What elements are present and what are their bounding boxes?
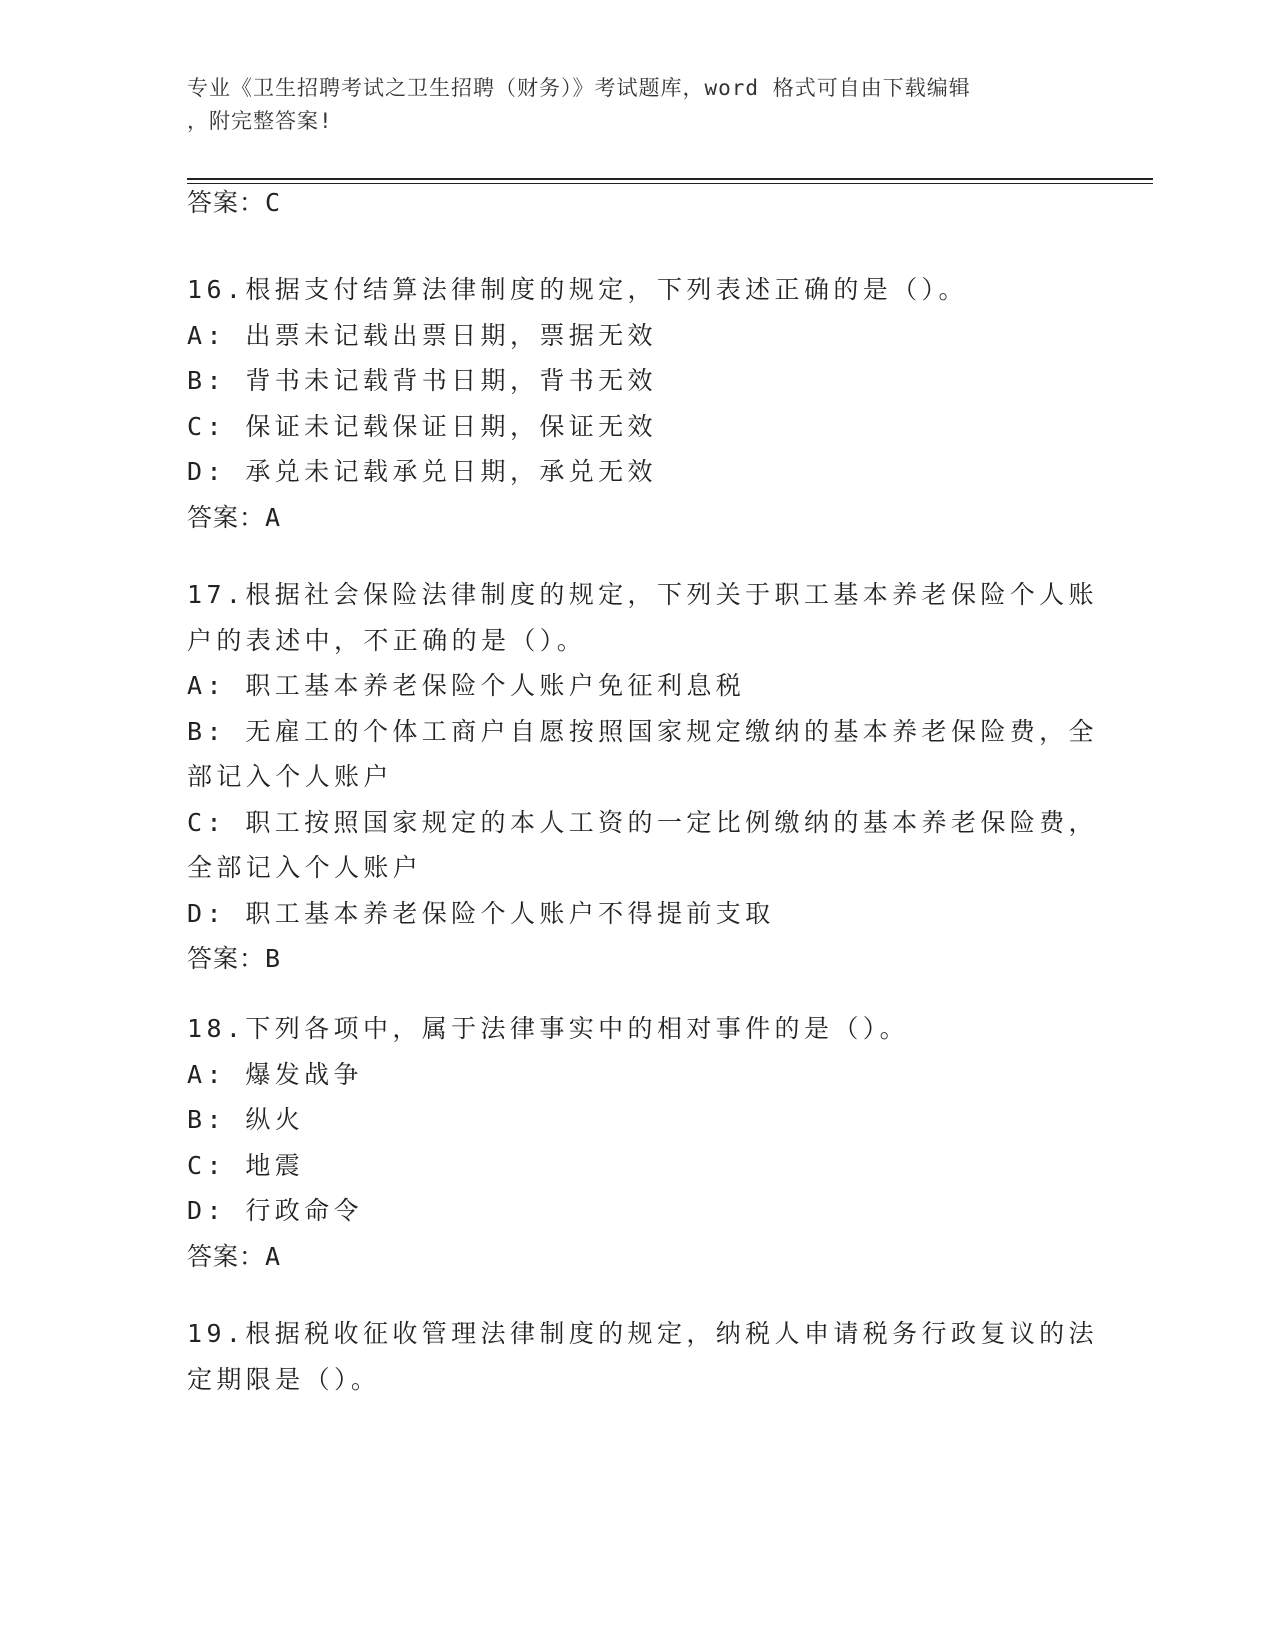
option-b: B: 无雇工的个体工商户自愿按照国家规定缴纳的基本养老保险费，全 bbox=[187, 716, 1098, 746]
answer-value: C bbox=[265, 188, 282, 217]
question-stem: 18.下列各项中，属于法律事实中的相对事件的是（）。 bbox=[187, 1014, 910, 1043]
answer-line bbox=[187, 1234, 1087, 1280]
option-c: C: 地震 bbox=[187, 1150, 305, 1180]
option-a: A: 爆发战争 bbox=[187, 1059, 363, 1089]
answer-label: 答案： bbox=[187, 188, 266, 217]
answer-label: 答案： bbox=[187, 944, 266, 973]
option-d: D: 行政命令 bbox=[187, 1196, 363, 1225]
option-c: C: 保证未记载保证日期，保证无效 bbox=[187, 411, 657, 441]
question-17 bbox=[187, 572, 1098, 982]
option-c-cont: 全部记入个人账户 bbox=[187, 853, 423, 882]
option-b: B: 纵火 bbox=[187, 1105, 305, 1134]
option-d: D: 职工基本养老保险个人账户不得提前支取 bbox=[187, 898, 775, 928]
question-stem: 17.根据社会保险法律制度的规定，下列关于职工基本养老保险个人账 bbox=[187, 580, 1098, 609]
answer-value: A bbox=[265, 1241, 282, 1271]
header-line-2: ，附完整答案! bbox=[187, 109, 333, 133]
page-header bbox=[187, 72, 1067, 138]
option-b-cont: 部记入个人账户 bbox=[187, 762, 393, 791]
answer-label: 答案： bbox=[187, 1241, 266, 1271]
answer-value: B bbox=[265, 944, 282, 973]
option-b: B: 背书未记载背书日期，背书无效 bbox=[187, 366, 657, 395]
option-a: A: 职工基本养老保险个人账户免征利息税 bbox=[187, 671, 746, 700]
answer-line bbox=[187, 180, 1087, 226]
question-stem: 19.根据税收征收管理法律制度的规定，纳税人申请税务行政复议的法 bbox=[187, 1319, 1098, 1348]
option-d: D: 承兑未记载承兑日期，承兑无效 bbox=[187, 457, 657, 486]
previous-answer-block bbox=[187, 180, 1087, 226]
answer-value: A bbox=[265, 502, 282, 532]
question-stem: 16.根据支付结算法律制度的规定，下列表述正确的是（）。 bbox=[187, 275, 968, 304]
answer-label: 答案： bbox=[187, 502, 266, 532]
question-stem-cont: 户的表述中，不正确的是（）。 bbox=[187, 625, 587, 655]
option-c: C: 职工按照国家规定的本人工资的一定比例缴纳的基本养老保险费， bbox=[187, 807, 1098, 837]
answer-line bbox=[187, 936, 1087, 982]
header-line-1: 专业《卫生招聘考试之卫生招聘（财务）》考试题库，word 格式可自由下载编辑 bbox=[187, 76, 971, 100]
answer-line bbox=[187, 495, 1087, 541]
option-a: A: 出票未记载出票日期，票据无效 bbox=[187, 320, 657, 350]
question-19 bbox=[187, 1311, 1098, 1402]
question-18 bbox=[187, 1006, 1087, 1279]
question-stem-cont: 定期限是（）。 bbox=[187, 1364, 381, 1394]
question-16 bbox=[187, 267, 1087, 540]
